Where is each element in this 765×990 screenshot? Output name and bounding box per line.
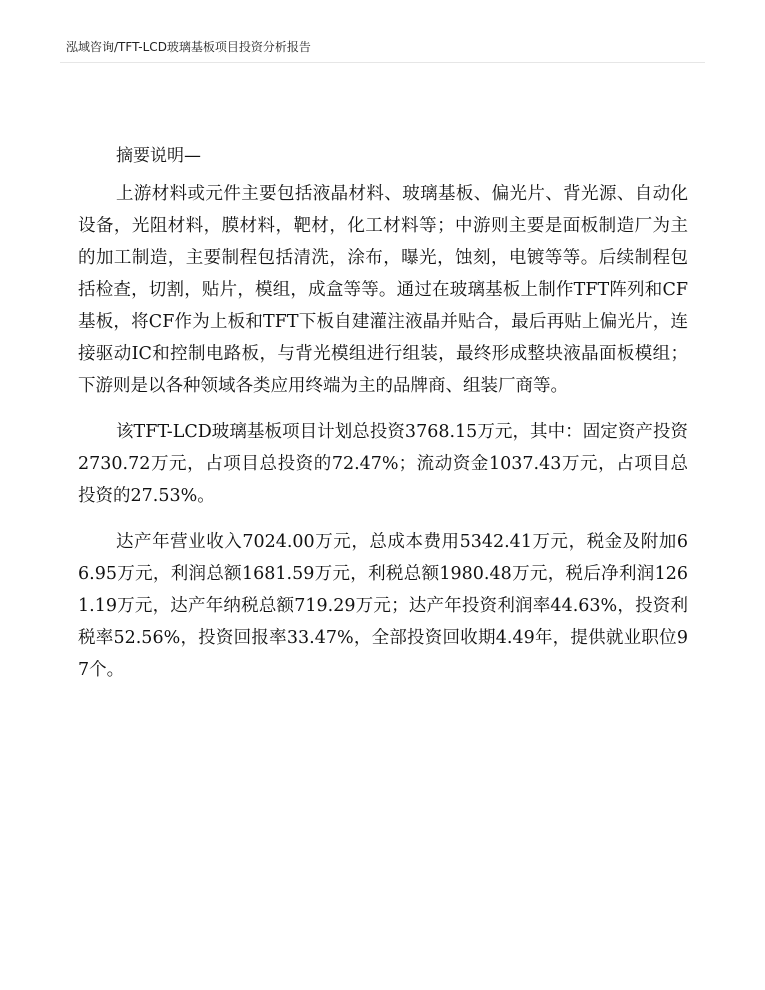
page-header: 泓域咨询/TFT-LCD玻璃基板项目投资分析报告 bbox=[66, 40, 311, 54]
section-title: 摘要说明— bbox=[116, 146, 201, 166]
document-body bbox=[78, 140, 688, 686]
paragraph-supply-chain: 上游材料或元件主要包括液晶材料、玻璃基板、偏光片、背光源、自动化设备，光阻材料，膜材料，靶材，化工材料等；中游则主要是面板制造厂为主的加工制造，主要制程包括清洗，涂布，曝光，蚀刻，电镀等等。后续制程包括检查，切割，贴片，模组，成盒等等。通过在玻璃基板上制作TFT阵列和CF基板，将CF作为上板和TFT下板自建灌注液晶并贴合，最后再贴上偏光片，连接驱动IC和控制电路板，与背光模组进行组装，最终形成整块液晶面板模组；下游则是以各种领域各类应用终端为主的品牌商、组装厂商等。 bbox=[78, 184, 688, 396]
paragraph-investment: 该TFT-LCD玻璃基板项目计划总投资3768.15万元，其中：固定资产投资2730.72万元，占项目总投资的72.47%；流动资金1037.43万元，占项目总投资的27.53%。 bbox=[78, 422, 688, 506]
paragraph-financials: 达产年营业收入7024.00万元，总成本费用5342.41万元，税金及附加66.95万元，利润总额1681.59万元，利税总额1980.48万元，税后净利润1261.19万元，达产年纳税总额719.29万元；达产年投资利润率44.63%，投资利税率52.56%，投资回报率33.47%，全部投资回收期4.49年，提供就业职位97个。 bbox=[78, 532, 688, 680]
header-divider bbox=[60, 62, 705, 63]
